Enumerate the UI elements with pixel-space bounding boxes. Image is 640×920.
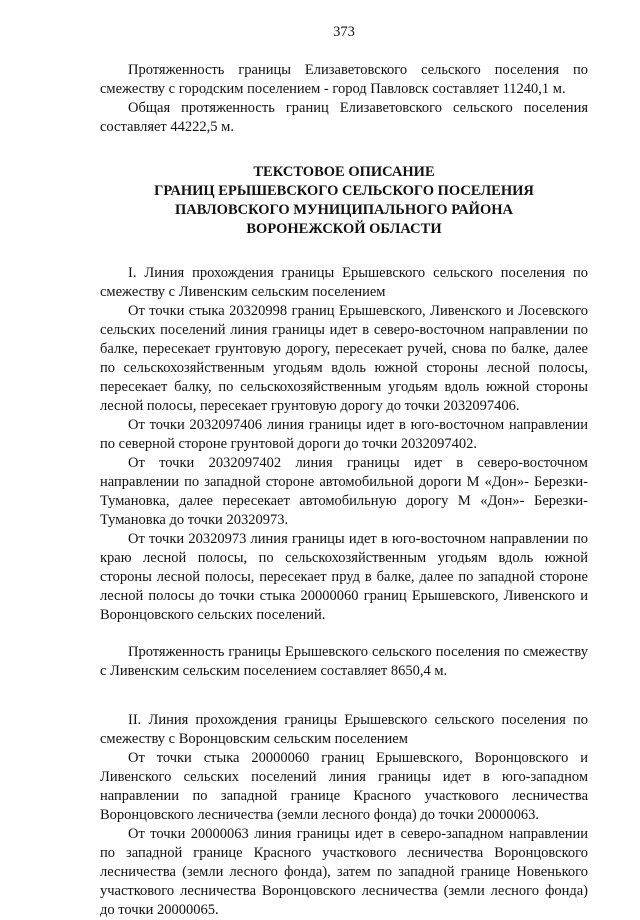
section-2-paragraph-1: От точки стыка 20000060 границ Ерышевского, Воронцовского и Ливенского сельских поселений линия границы идет в юго-западном направлении по западной границе Красного участкового лесничества Воронцовского лесничества (земли лесного фонда) до точки 20000063. xyxy=(100,750,588,823)
section-2-paragraph-2: От точки 20000063 линия границы идет в северо-западном направлении по западной границе Красного участкового лесничества Воронцовского лесничества (земли лесного фонда), затем по западной границе Новенького участкового лесничества Воронцовского лесничества (земли лесного фонда) до точки 20000065. xyxy=(100,826,588,918)
intro-paragraph-1: Протяженность границы Елизаветовского сельского поселения по смежеству с городским поселением - город Павловск составляет 11240,1 м. xyxy=(100,62,588,97)
title-line-4: ВОРОНЕЖСКОЙ ОБЛАСТИ xyxy=(246,221,442,237)
section-1-paragraph-2: От точки 2032097406 линия границы идет в юго-восточном направлении по северной стороне грунтовой дороги до точки 2032097402. xyxy=(100,417,588,452)
title-line-1: ТЕКСТОВОЕ ОПИСАНИЕ xyxy=(253,164,435,180)
section-1-length: Протяженность границы Ерышевского сельского поселения по смежеству с Ливенским сельским поселением составляет 8650,4 м. xyxy=(100,644,588,679)
intro-paragraph-2: Общая протяженность границ Елизаветовского сельского поселения составляет 44222,5 м. xyxy=(100,100,588,135)
title-line-2: ГРАНИЦ ЕРЫШЕВСКОГО СЕЛЬСКОГО ПОСЕЛЕНИЯ xyxy=(154,183,534,199)
section-1-heading: I. Линия прохождения границы Ерышевского сельского поселения по смежеству с Ливенским сельским поселением xyxy=(100,265,588,300)
title-line-3: ПАВЛОВСКОГО МУНИЦИПАЛЬНОГО РАЙОНА xyxy=(175,202,513,218)
section-1-paragraph-4: От точки 20320973 линия границы идет в юго-восточном направлении по краю лесной полосы, по сельскохозяйственным угодьям вдоль южной стороны лесной полосы, пересекает пруд в балке, далее по западной стороне лесной полосы до точки стыка 20000060 границ Ерышевского, Ливенского и Воронцовского сельских поселений. xyxy=(100,531,588,623)
section-1-paragraph-1: От точки стыка 20320998 границ Ерышевского, Ливенского и Лосевского сельских поселений линия границы идет в северо-восточном направлении по балке, пересекает грунтовую дорогу, пересекает ручей, снова по балке, далее по сельскохозяйственным угодьям вдоль южной стороны лесной полосы, пересекает балку, по сельскохозяйственным угодьям вдоль южной стороны лесной полосы, пересекает грунтовую дорогу до точки 2032097406. xyxy=(100,303,588,414)
section-2-heading: II. Линия прохождения границы Ерышевского сельского поселения по смежеству с Воронцовским сельским поселением xyxy=(100,712,588,747)
document-page xyxy=(100,0,588,920)
page-number: 373 xyxy=(333,24,355,40)
section-1-paragraph-3: От точки 2032097402 линия границы идет в северо-восточном направлении по западной стороне автомобильной дороги М «Дон»- Березки-Тумановка, далее пересекает автомобильную дорогу М «Дон»- Березки-Тумановка до точки 20320973. xyxy=(100,455,588,528)
document-title xyxy=(100,163,588,239)
